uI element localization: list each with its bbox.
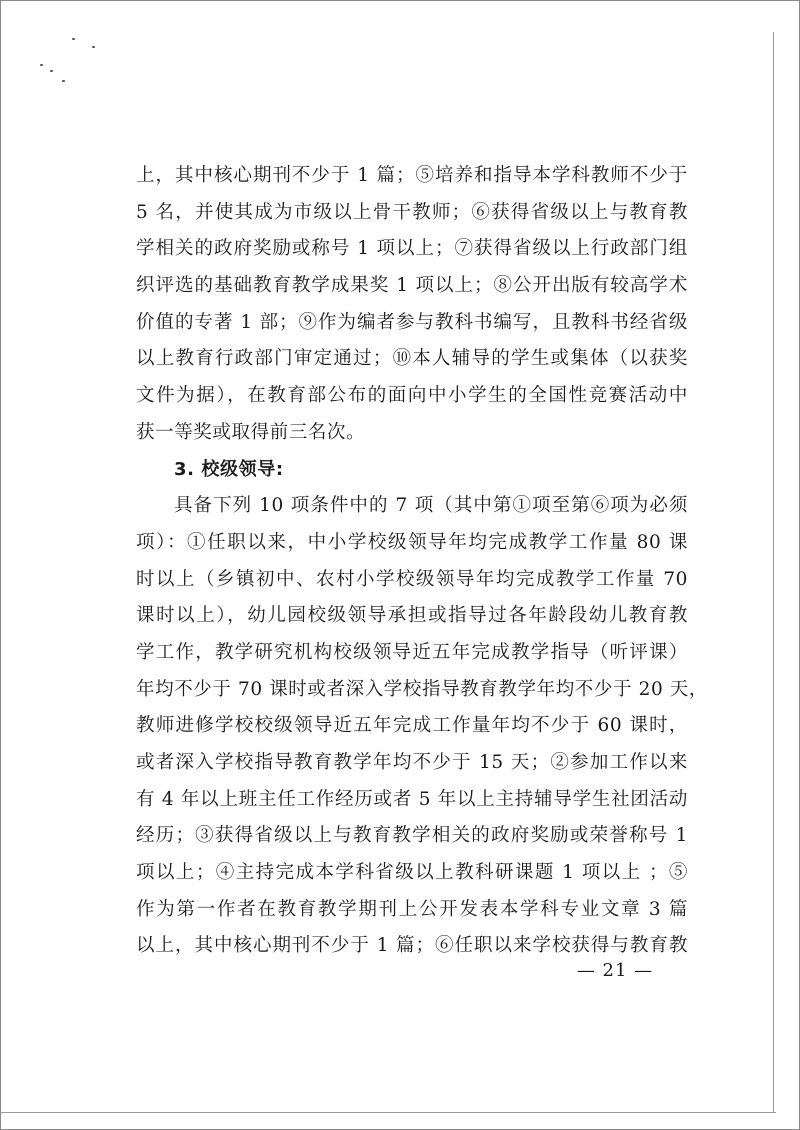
text-line: 价值的专著 1 部；⑨作为编者参与教科书编写，且教科书经省级 [136, 311, 688, 333]
text-line: 5 名，并使其成为市级以上骨干教师；⑥获得省级以上与教育教 [136, 201, 688, 223]
text-line: 教师进修学校校级领导近五年完成工作量年均不少于 60 课时， [136, 715, 688, 737]
text-line: 以上，其中核心期刊不少于 1 篇；⑥任职以来学校获得与教育教 [136, 935, 688, 957]
scan-speck [92, 46, 95, 48]
scan-speck [62, 80, 65, 82]
scan-speck [72, 38, 75, 40]
page-number: — 21 — [576, 960, 654, 981]
text-line: 学工作，教学研究机构校级领导近五年完成教学指导（听评课） [136, 641, 688, 663]
section-heading: 3. 校级领导: [174, 458, 284, 480]
text-line: 或者深入学校指导教育教学年均不少于 15 天；②参加工作以来 [136, 752, 688, 773]
text-line: 课时以上），幼儿园校级领导承担或指导过各年龄段幼儿教育教 [136, 605, 688, 627]
text-line: 以上教育行政部门审定通过；⑩本人辅导的学生或集体（以获奖 [136, 348, 688, 370]
text-line: 时以上（乡镇初中、农村小学校级领导年均完成教学工作量 70 [136, 568, 688, 590]
text-line: 上，其中核心期刊不少于 1 篇；⑤培养和指导本学科教师不少于 [136, 165, 688, 186]
text-line: 获一等奖或取得前三名次。 [136, 421, 366, 443]
text-line: 项）：①任职以来，中小学校级领导年均完成教学工作量 80 课 [136, 531, 688, 553]
scan-speck [40, 64, 43, 66]
text-line: 学相关的政府奖励或称号 1 项以上；⑦获得省级以上行政部门组 [136, 238, 688, 260]
text-line: 织评选的基础教育教学成果奖 1 项以上；⑧公开出版有较高学术 [136, 275, 688, 297]
text-line: 作为第一作者在教育教学期刊上公开发表本学科专业文章 3 篇 [136, 898, 688, 920]
document-body [136, 158, 709, 965]
text-line: 有 4 年以上班主任工作经历或者 5 年以上主持辅导学生社团活动 [136, 788, 688, 810]
text-line: 项以上；④主持完成本学科省级以上教科研课题 1 项以上 ；⑤ [136, 862, 688, 884]
scan-edge-bottom [0, 1112, 776, 1113]
text-line: 年均不少于 70 课时或者深入学校指导教育教学年均不少于 20 天， [136, 678, 709, 700]
text-line: 具备下列 10 项条件中的 7 项（其中第①项至第⑥项为必须 [174, 495, 688, 517]
scan-edge-right [773, 32, 774, 1112]
text-line: 文件为据），在教育部公布的面向中小学生的全国性竞赛活动中 [136, 385, 688, 407]
scan-speck [50, 70, 53, 72]
text-line: 经历；③获得省级以上与教育教学相关的政府奖励或荣誉称号 1 [136, 825, 688, 847]
